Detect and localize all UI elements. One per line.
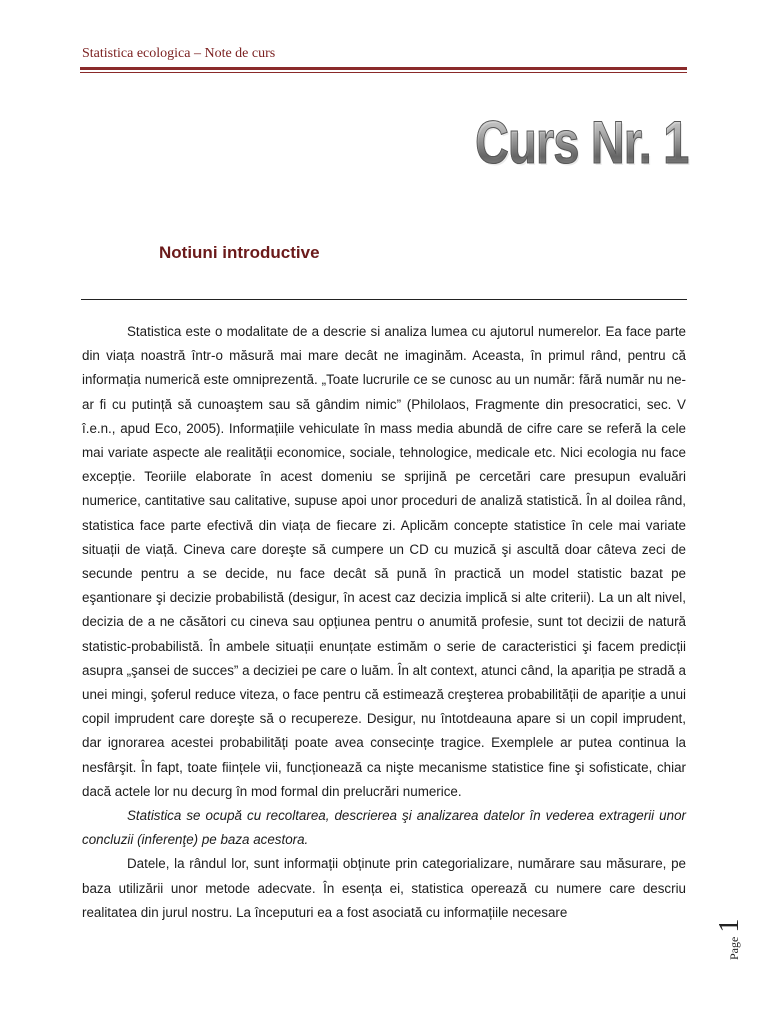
body-text bbox=[82, 320, 686, 925]
section-title: Notiuni introductive bbox=[159, 243, 320, 262]
paragraph-intro: Statistica este o modalitate de a descrie si analiza lumea cu ajutorul numerelor. Ea face parte din viața noastră într-o măsură mai mare decât ne imaginăm. Aceasta, în primul rând, pentru că informația numerică este omniprezentă. „Toate lucrurile ce se cunosc au un număr: fără număr nu ne-ar fi cu putință să cunoaştem sau să gândim nimic” (Philolaos, Fragmente din presocratici, sec. V î.e.n., apud Eco, 2005). Informațiile vehiculate în mass media abundă de cifre care se referă la cele mai variate aspecte ale realității economice, sociale, tehnologice, medicale etc. Nici ecologia nu face excepție. Teoriile elaborate în acest domeniu se sprijină pe cercetări care presupun evaluări numerice, cantitative sau calitative, supuse apoi unor proceduri de analiză statistică. În al doilea rând, statistica face parte efectivă din viața de fiecare zi. Aplicăm concepte statistice în cele mai variate situații de viață. Cineva care doreşte să cumpere un CD cu muzică şi ascultă doar câteva zeci de secunde pentru a se decide, nu face decât să pună în practică un model statistic bazat pe eşantionare şi decizie probabilistă (desigur, în acest caz decizia implică si alte criterii). La un alt nivel, decizia de a ne căsători cu cineva sau opțiunea pentru o anumită profesie, sunt tot decizii de natură statistic-probabilistă. În ambele situații enunțate estimăm o serie de caracteristici şi facem predicții asupra „şansei de succes” a deciziei pe care o luăm. În alt context, atunci când, la apariția pe stradă a unei mingi, şoferul reduce viteza, o face pentru că estimează creşterea probabilității de apariție a unui copil imprudent care doreşte să o recupereze. Desigur, nu întotdeauna apare si un copil imprudent, dar ignorarea acestei probabilități poate avea consecințe tragice. Exemplele ar putea continua la nesfârşit. În fapt, toate ființele vii, funcționează ca nişte mecanisme statistice fine şi sofisticate, chiar dacă actele lor nu decurg în mod formal din prelucrări numerice. bbox=[82, 324, 686, 799]
section-divider bbox=[81, 299, 687, 300]
header-rule-thin bbox=[80, 72, 687, 73]
page-number bbox=[714, 919, 746, 960]
page-number-value: 1 bbox=[714, 918, 745, 933]
paragraph-definition: Statistica se ocupă cu recoltarea, descrierea şi analizarea datelor în vederea extragerii unor concluzii (inferenţe) pe baza acestora. bbox=[82, 808, 686, 848]
running-header: Statistica ecologica – Note de curs bbox=[82, 46, 276, 61]
page-label: Page bbox=[727, 936, 741, 960]
course-title: Curs Nr. 1 bbox=[474, 109, 688, 176]
header-rule-thick bbox=[80, 67, 687, 70]
paragraph-data: Datele, la rândul lor, sunt informații obținute prin categorializare, numărare sau măsurare, pe baza utilizării unor metode adecvate. În esența ei, statistica operează cu numere care descriu realitatea din jurul nostru. La începuturi ea a fost asociată cu informațiile necesare bbox=[82, 856, 686, 920]
